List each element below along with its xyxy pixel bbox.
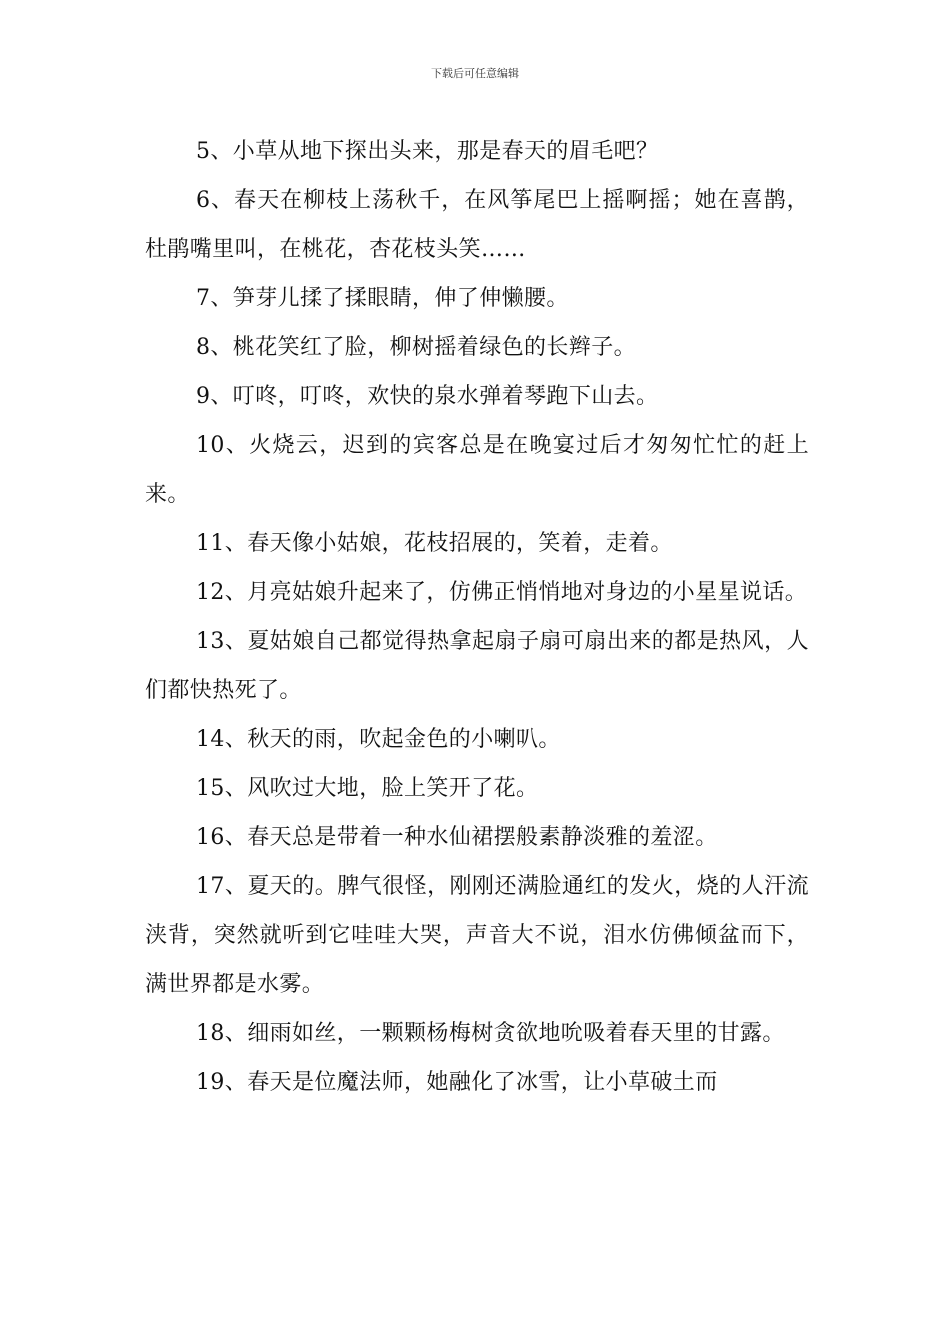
paragraph-13: 13、夏姑娘自己都觉得热拿起扇子扇可扇出来的都是热风，人们都快热死了。 (145, 629, 809, 703)
paragraph-5: 5、小草从地下探出头来，那是春天的眉毛吧？ (196, 139, 659, 164)
paragraph-7: 7、笋芽儿揉了揉眼睛，伸了伸懒腰。 (196, 286, 569, 311)
paragraph-8: 8、桃花笑红了脸，柳树摇着绿色的长辫子。 (196, 335, 636, 360)
paragraph-18: 18、细雨如丝，一颗颗杨梅树贪欲地吮吸着春天里的甘露。 (196, 1021, 785, 1046)
page-header: 下载后可任意编辑 (431, 67, 519, 80)
paragraph-17: 17、夏天的。脾气很怪，刚刚还满脸通红的发火，烧的人汗流浃背，突然就听到它哇哇大哭，声音大不说，泪水仿佛倾盆而下，满世界都是水雾。 (145, 874, 809, 997)
paragraph-16: 16、春天总是带着一种水仙裙摆般素静淡雅的羞涩。 (196, 825, 718, 850)
paragraph-10: 10、火烧云，迟到的宾客总是在晚宴过后才匆匆忙忙的赶上来。 (145, 433, 809, 507)
paragraph-15: 15、风吹过大地，脸上笑开了花。 (196, 776, 539, 801)
paragraph-9: 9、叮咚，叮咚，欢快的泉水弹着琴跑下山去。 (196, 384, 659, 409)
paragraph-14: 14、秋天的雨，吹起金色的小喇叭。 (196, 727, 561, 752)
paragraph-12: 12、月亮姑娘升起来了，仿佛正悄悄地对身边的小星星说话。 (196, 580, 808, 605)
paragraph-6: 6、春天在柳枝上荡秋千，在风筝尾巴上摇啊摇；她在喜鹊，杜鹃嘴里叫，在桃花，杏花枝头笑…… (145, 188, 809, 262)
paragraph-11: 11、春天像小姑娘，花枝招展的，笑着，走着。 (196, 531, 673, 556)
paragraph-19: 19、春天是位魔法师，她融化了冰雪，让小草破土而 (196, 1070, 718, 1095)
document-body (145, 127, 809, 1107)
